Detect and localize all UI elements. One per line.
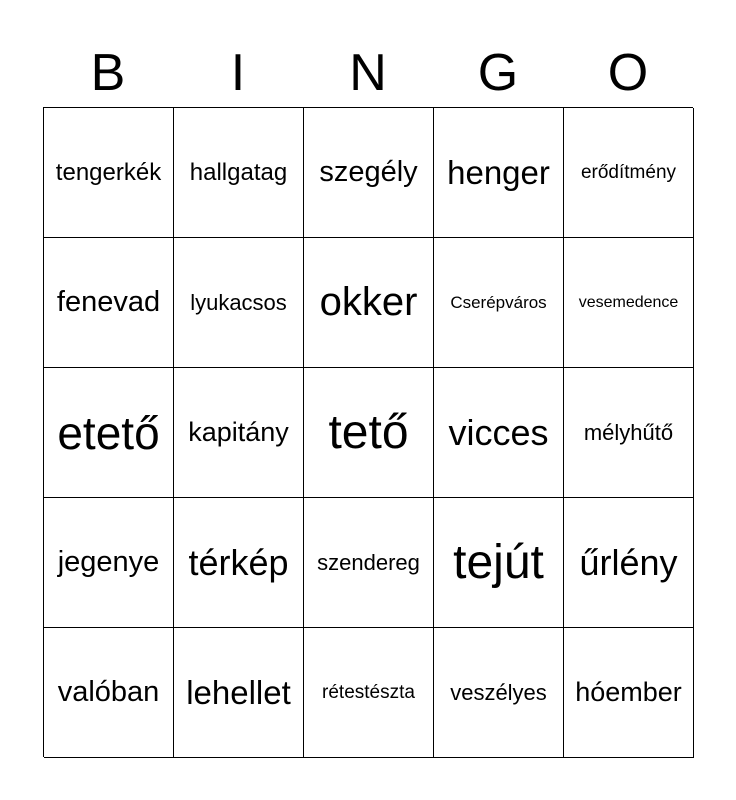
bingo-cell[interactable]: tejút xyxy=(434,498,564,628)
bingo-cell[interactable]: szegély xyxy=(304,108,434,238)
bingo-cell[interactable]: rétestészta xyxy=(304,628,434,758)
bingo-cell[interactable]: kapitány xyxy=(174,368,304,498)
bingo-cell[interactable]: lehellet xyxy=(174,628,304,758)
bingo-cell[interactable]: térkép xyxy=(174,498,304,628)
bingo-cell[interactable]: okker xyxy=(304,238,434,368)
bingo-cell[interactable]: hóember xyxy=(564,628,694,758)
bingo-cell[interactable]: henger xyxy=(434,108,564,238)
bingo-cell[interactable]: hallgatag xyxy=(174,108,304,238)
bingo-cell[interactable]: vicces xyxy=(434,368,564,498)
bingo-cell[interactable]: lyukacsos xyxy=(174,238,304,368)
bingo-cell[interactable]: veszélyes xyxy=(434,628,564,758)
bingo-board xyxy=(43,107,693,757)
header-letter-n: N xyxy=(349,44,387,102)
bingo-cell[interactable]: tető xyxy=(304,368,434,498)
bingo-cell[interactable]: fenevad xyxy=(44,238,174,368)
header-letter-b: B xyxy=(90,44,126,102)
header-letter-o: O xyxy=(607,44,649,102)
bingo-cell[interactable]: erődítmény xyxy=(564,108,694,238)
bingo-cell[interactable]: szendereg xyxy=(304,498,434,628)
bingo-cell[interactable]: valóban xyxy=(44,628,174,758)
bingo-cell[interactable]: vesemedence xyxy=(564,238,694,368)
bingo-header xyxy=(43,38,693,108)
bingo-cell[interactable]: jegenye xyxy=(44,498,174,628)
bingo-cell[interactable]: tengerkék xyxy=(44,108,174,238)
bingo-cell[interactable]: mélyhűtő xyxy=(564,368,694,498)
bingo-cell[interactable]: etető xyxy=(44,368,174,498)
header-letter-i: I xyxy=(230,44,246,102)
header-letter-g: G xyxy=(477,44,519,102)
bingo-cell[interactable]: űrlény xyxy=(564,498,694,628)
bingo-cell[interactable]: Cserépváros xyxy=(434,238,564,368)
